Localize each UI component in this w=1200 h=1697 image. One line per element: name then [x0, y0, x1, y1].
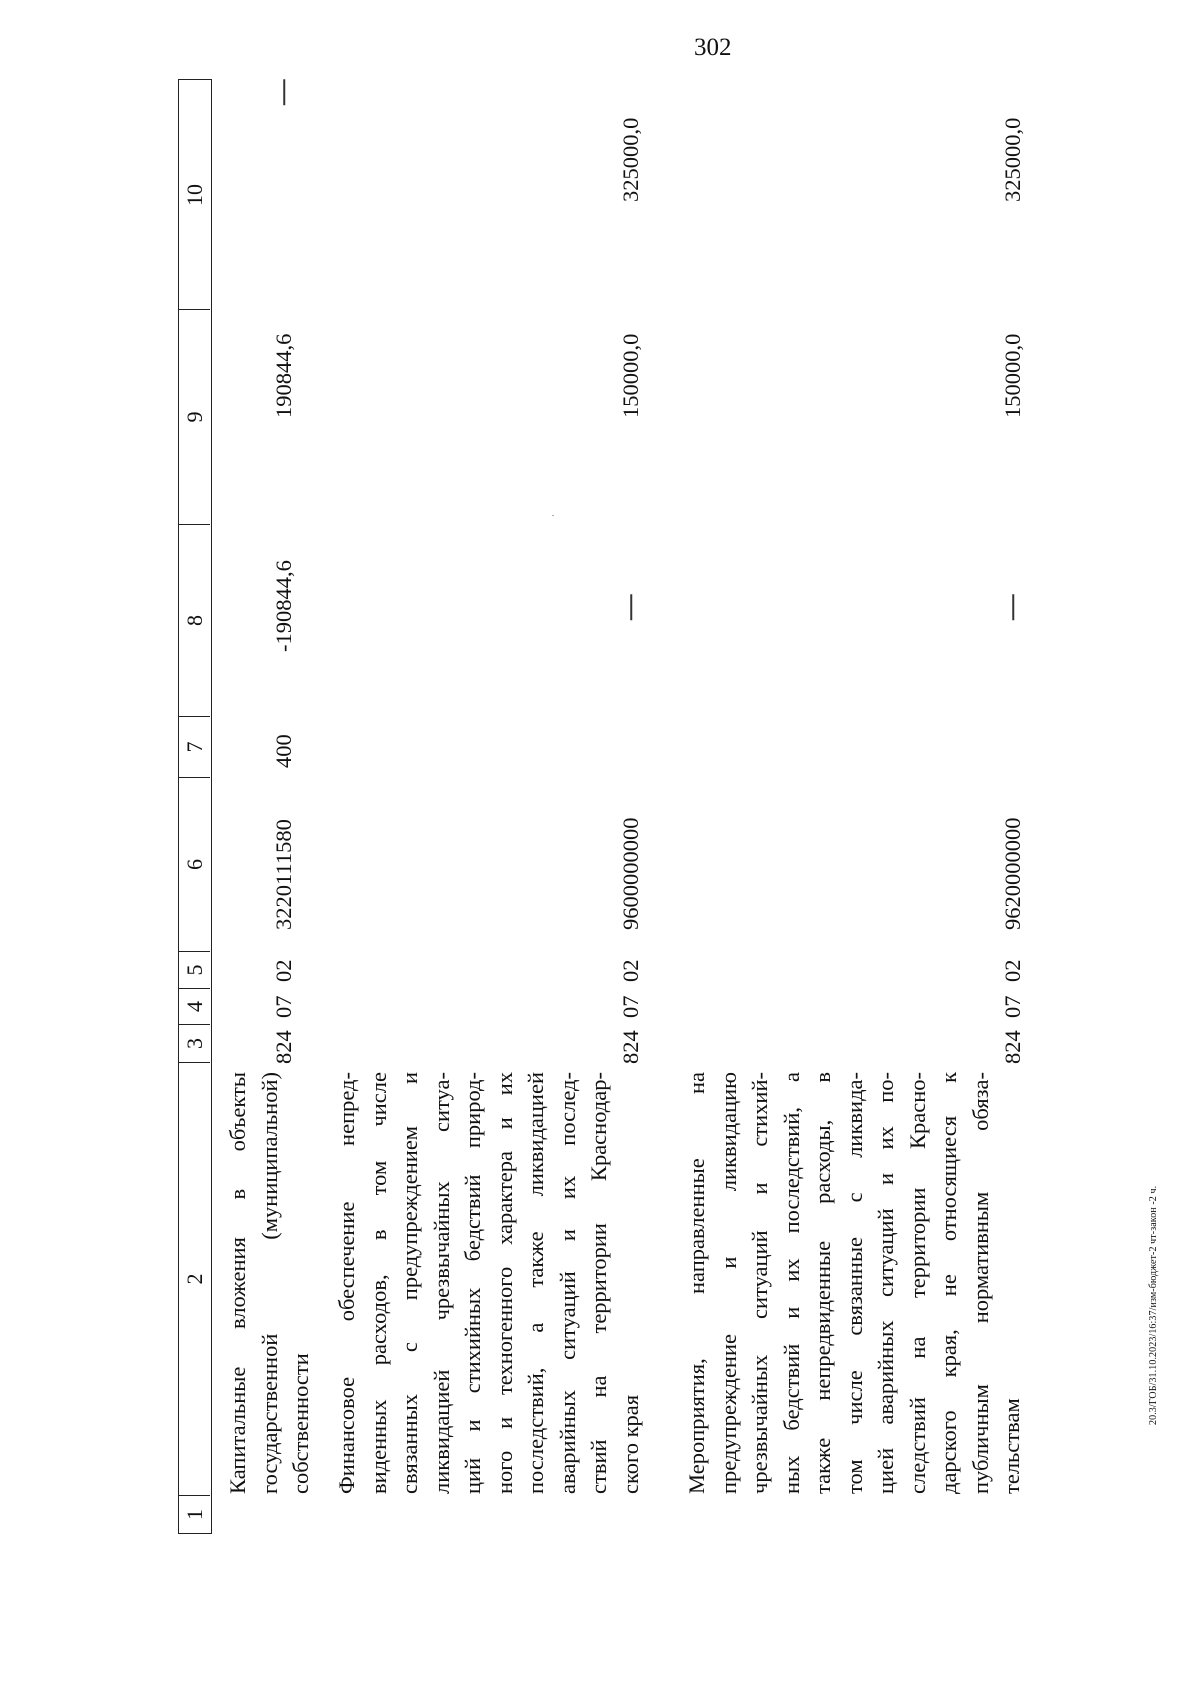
column-header-4: 4: [179, 989, 210, 1025]
row-2-col-6: 9600000000: [618, 817, 643, 930]
row-3-col-6: 9620000000: [1000, 817, 1025, 930]
row-1-col-3: 824: [271, 1030, 296, 1064]
column-header-3: 3: [179, 1025, 210, 1063]
row-2-col-10: 325000,0: [618, 117, 643, 202]
column-header-10: 10: [179, 81, 210, 310]
column-header-8: 8: [179, 525, 210, 717]
row-1-col-6: 3220111580: [271, 819, 296, 930]
row-3-name: [681, 1072, 1028, 1494]
row-1-name-line: государственной (муниципальной): [256, 1072, 282, 1494]
row-3-col-10: 325000,0: [1000, 117, 1025, 202]
row-3-name-line: следствий на территории Красно-: [904, 1072, 930, 1494]
row-2-name-line: Финансовое обеспечение непред-: [334, 1072, 359, 1494]
row-3-name-line: цией аварийных ситуаций и их по-: [873, 1072, 898, 1494]
row-2-name-line: ного и техногенного характера и их: [491, 1072, 517, 1494]
row-3-name-line: дарского края, не относящиеся к: [936, 1072, 961, 1494]
row-2-name-line: виденных расходов, в том числе: [365, 1072, 391, 1494]
row-3-name-line: публичным нормативным обяза-: [967, 1072, 993, 1494]
row-3-name-line: также непредвиденные расходы, в: [810, 1072, 835, 1494]
column-header-7: 7: [179, 717, 210, 778]
row-2-col-4: 07: [618, 995, 643, 1018]
row-2-name-line: ликвидацией чрезвычайных ситуа-: [428, 1072, 454, 1494]
row-1-col-9: 190844,6: [271, 333, 296, 418]
row-3-name-line: том числе связанные с ликвида-: [841, 1072, 867, 1494]
row-3-name-line: предупреждение и ликвидацию: [715, 1072, 741, 1494]
row-2-col-5: 02: [618, 959, 643, 982]
row-1-name: [222, 1072, 317, 1494]
column-header-5: 5: [179, 952, 210, 989]
column-header-6: 6: [179, 778, 210, 952]
row-3-col-8-dash: [1012, 594, 1014, 620]
row-1-col-8: -190844,6: [271, 560, 296, 652]
row-3-name-line: ных бедствий и их последствий, а: [778, 1072, 804, 1494]
row-3-name-line: тельствам: [999, 1398, 1024, 1494]
row-3-name-line: чрезвычайных ситуаций и стихий-: [747, 1072, 772, 1494]
row-1-col-4: 07: [271, 995, 296, 1018]
row-2-col-3: 824: [618, 1030, 643, 1064]
row-1-name-line: собственности: [288, 1353, 313, 1494]
column-header-2: 2: [179, 1063, 210, 1496]
row-3-col-3: 824: [1000, 1030, 1025, 1064]
row-2-col-9: 150000,0: [618, 333, 643, 418]
row-1-col-10-dash: [283, 79, 285, 105]
row-1-name-line: Капитальные вложения в объекты: [225, 1072, 250, 1494]
row-2-name-line: связанных с предупреждением и: [397, 1072, 422, 1494]
row-3-name-line: Мероприятия, направленные на: [684, 1072, 709, 1494]
row-1-col-5: 02: [271, 959, 296, 982]
row-2-col-8-dash: [630, 594, 632, 620]
row-3-col-4: 07: [1000, 995, 1025, 1018]
table-header-row: [178, 79, 212, 1534]
row-1-col-7: 400: [271, 734, 296, 768]
page-number: 302: [694, 34, 732, 61]
budget-table: [178, 79, 1088, 1534]
row-3-col-5: 02: [1000, 959, 1025, 982]
column-header-9: 9: [179, 310, 210, 525]
row-3-col-9: 150000,0: [1000, 333, 1025, 418]
row-2-name: [331, 1072, 646, 1494]
footer-document-code: 20.3/ГОБ/31.10.2023/16:37/изм-бюджет-2 чт-закон -2 ч.: [1148, 1185, 1159, 1425]
row-2-name-line: аварийных ситуаций и их послед-: [554, 1072, 580, 1494]
column-header-1: 1: [182, 1509, 207, 1520]
row-2-name-line: ского края: [617, 1394, 643, 1494]
row-2-name-line: ций и стихийных бедствий природ-: [460, 1072, 485, 1494]
row-2-name-line: ствий на территории Краснодар-: [586, 1072, 611, 1494]
row-2-name-line: последствий, а также ликвидацией: [523, 1072, 548, 1494]
